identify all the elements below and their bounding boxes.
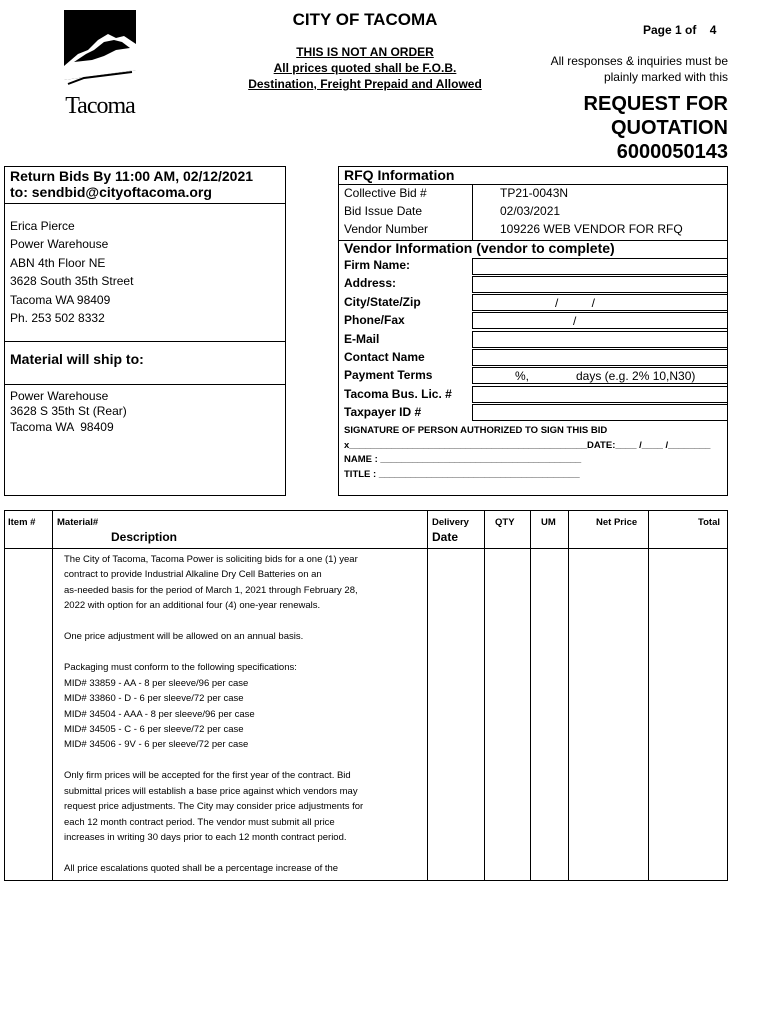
description-line: The City of Tacoma, Tacoma Power is soliciting bids for a one (1) year [64,554,358,565]
ship-to-line-1: Power Warehouse [10,389,109,403]
description-line: request price adjustments. The City may consider price adjustments for [64,801,364,813]
col-header-item: Item # [8,517,36,528]
city-logo [64,10,136,119]
address-label: Address: [344,276,397,290]
description-line: each 12 month contract period. The vendor must submit all price [64,816,335,828]
column-divider [484,510,485,881]
description-line: MID# 33860 - D - 6 per sleeve/72 per case [64,693,244,705]
description-line: MID# 34505 - C - 6 per sleeve/72 per case [64,723,244,735]
signature-title: SIGNATURE OF PERSON AUTHORIZED TO SIGN THIS BID [344,425,608,436]
column-divider [530,510,531,881]
city-state-zip-label: City/State/Zip [344,295,421,309]
city-title: CITY OF TACOMA [292,10,438,29]
taxpayer-id-label: Taxpayer ID # [344,405,422,419]
notice-line-3: Destination, Freight Prepaid and Allowed [248,77,482,91]
signature-title-line[interactable]: TITLE : ______________________________________ [344,469,580,480]
description-line: as-needed basis for the period of March 1, 2021 through February 28, [64,584,358,596]
description-line: 2022 with option for an additional four (4) one-year renewals. [64,600,321,612]
page-indicator [643,23,716,37]
divider [4,341,286,342]
logo-wordmark: Tacoma [65,93,135,119]
email-label: E-Mail [344,332,380,346]
contact-name-label: Contact Name [344,350,425,364]
col-header-description: Description [111,530,178,544]
payment-days: days (e.g. 2% 10,N30) [576,369,696,383]
vendor-info-title: Vendor Information (vendor to complete) [344,240,615,256]
collective-bid-label: Collective Bid # [344,186,427,200]
city-state-zip-separator: / / [555,296,596,310]
bid-issue-date-value: 02/03/2021 [500,204,561,218]
ship-to-title: Material will ship to: [10,351,144,367]
signature-line[interactable]: x_____________________________________________DATE:____ /____ /________ [344,440,711,451]
payment-pct: %, [515,369,530,383]
contact-name: Erica Pierce [10,219,75,233]
rfq-title-1: REQUEST FOR [583,93,728,115]
email-field[interactable] [472,331,728,348]
divider [4,384,286,385]
notice-line-1: THIS IS NOT AN ORDER [296,45,434,59]
taxpayer-id-field[interactable] [472,404,728,421]
mountain-logo-icon [64,10,136,90]
return-bids-email: to: sendbid@cityoftacoma.org [10,184,212,200]
return-bids-box [4,166,286,496]
ship-to-line-2: 3628 S 35th St (Rear) [10,404,127,418]
table-header-divider [4,548,728,549]
address-field[interactable] [472,276,728,293]
col-header-um: UM [541,517,556,528]
signature-name-line[interactable]: NAME : ______________________________________ [344,454,582,465]
description-line: increases in writing 30 days prior to each 12 month contract period. [64,832,347,844]
city-state-zip-field[interactable] [472,294,728,311]
description-line: Only firm prices will be accepted for the first year of the contract. Bid [64,770,351,782]
page-total: 4 [709,23,717,37]
collective-bid-value: TP21-0043N [500,186,569,200]
firm-name-field[interactable] [472,258,728,275]
description-line: contract to provide Industrial Alkaline Dry Cell Batteries on an [64,569,322,581]
rfq-title-2: QUOTATION [610,117,728,139]
description-line: Packaging must conform to the following specifications: [64,662,297,674]
page-label: Page 1 of [643,23,697,37]
rfq-number: 6000050143 [616,141,728,163]
col-header-date: Date [432,530,459,544]
column-divider [427,510,428,881]
description-line: One price adjustment will be allowed on an annual basis. [64,631,304,643]
divider [4,203,286,204]
contact-city: Tacoma WA 98409 [10,293,111,307]
payment-terms-label: Payment Terms [344,368,433,382]
col-header-qty: QTY [495,517,515,528]
inquiry-line-2: plainly marked with this [603,70,728,84]
notice-line-2: All prices quoted shall be F.O.B. [273,61,457,75]
rfq-info-title: RFQ Information [344,167,455,183]
description-line: MID# 34504 - AAA - 8 per sleeve/96 per case [64,708,255,720]
return-bids-line-1: Return Bids By 11:00 AM, 02/12/2021 [10,168,254,184]
col-header-delivery: Delivery [432,517,469,528]
bid-issue-date-label: Bid Issue Date [344,204,423,218]
description-line: submittal prices will establish a base price against which vendors may [64,785,358,797]
ship-to-line-3: Tacoma WA 98409 [10,420,114,434]
phone-fax-label: Phone/Fax [344,313,405,327]
col-header-material: Material# [57,517,99,528]
contact-floor: ABN 4th Floor NE [10,256,106,270]
vendor-number-label: Vendor Number [344,222,429,236]
column-divider [52,510,53,881]
bus-lic-label: Tacoma Bus. Lic. # [344,387,452,401]
description-line: MID# 34506 - 9V - 6 per sleeve/72 per case [64,739,249,751]
inquiry-line-1: All responses & inquiries must be [550,54,728,68]
divider [338,184,728,185]
col-header-net-price: Net Price [596,517,638,528]
firm-name-label: Firm Name: [344,258,411,272]
divider [472,184,473,240]
phone-fax-separator: / [573,314,577,328]
description-line: All price escalations quoted shall be a percentage increase of the [64,863,339,874]
payment-terms-field[interactable] [472,367,728,384]
contact-name-field[interactable] [472,349,728,366]
column-divider [568,510,569,881]
contact-dept: Power Warehouse [10,237,109,251]
contact-street: 3628 South 35th Street [10,274,134,288]
column-divider [648,510,649,881]
phone-fax-field[interactable] [472,312,728,329]
contact-phone: Ph. 253 502 8332 [10,311,105,325]
vendor-number-value: 109226 WEB VENDOR FOR RFQ [500,222,683,236]
bus-lic-field[interactable] [472,386,728,403]
description-line: MID# 33859 - AA - 8 per sleeve/96 per case [64,677,249,689]
col-header-total: Total [698,517,720,528]
